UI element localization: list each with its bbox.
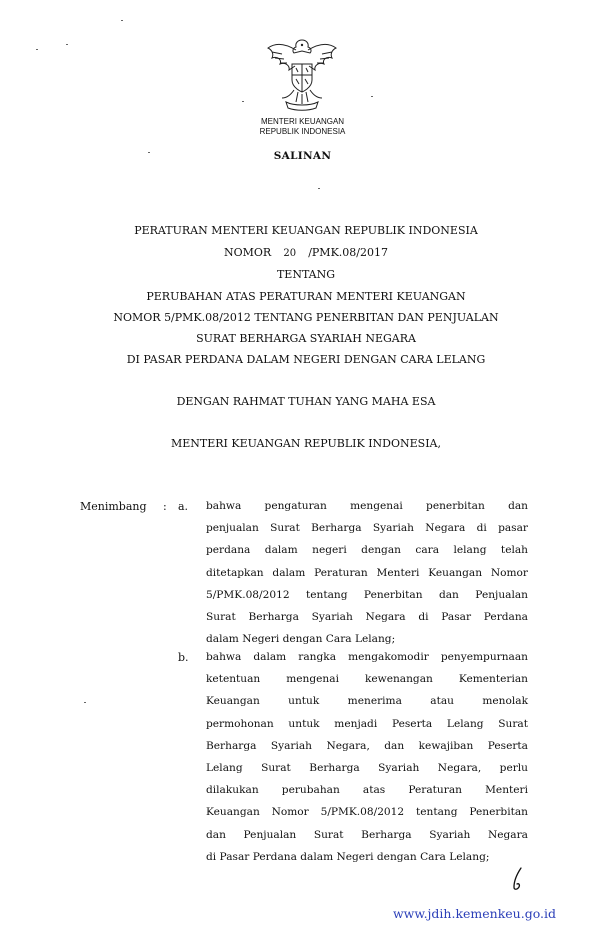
nomor-number: 20 xyxy=(283,248,297,259)
text-line: perdana dalam negeri dengan cara lelang telah xyxy=(206,544,528,557)
scan-speck xyxy=(242,101,244,102)
subject-line: PERUBAHAN ATAS PERATURAN MENTERI KEUANGAN xyxy=(146,290,466,303)
text-line: Surat Berharga Syariah Negara di Pasar Perdana xyxy=(206,611,528,624)
text-line: Keuangan untuk menerima atau menolak xyxy=(206,695,528,708)
scan-speck xyxy=(318,188,320,189)
considering-colon: : xyxy=(163,500,167,513)
item-marker: a. xyxy=(178,500,189,513)
footer-url[interactable]: www.jdih.kemenkeu.go.id xyxy=(392,906,556,921)
text-line: dilakukan perubahan atas Peraturan Menteri xyxy=(206,784,528,797)
subject-line: DI PASAR PERDANA DALAM NEGERI DENGAN CARA LELANG xyxy=(126,353,486,366)
issuer: MENTERI KEUANGAN REPUBLIK INDONESIA, xyxy=(170,437,442,450)
text-line: permohonan untuk menjadi Peserta Lelang Surat xyxy=(206,717,528,730)
text-line: penjualan Surat Berharga Syariah Negara di pasar xyxy=(206,522,528,535)
text-line: bahwa dalam rangka mengakomodir penyempurnaan xyxy=(206,651,528,663)
regulation-number xyxy=(60,246,552,259)
scan-speck xyxy=(84,702,86,703)
text-line: dalam Negeri dengan Cara Lelang; xyxy=(206,633,396,646)
text-line: Lelang Surat Berharga Syariah Negara, perlu xyxy=(206,762,528,775)
scan-speck xyxy=(36,49,38,50)
scan-speck xyxy=(121,20,123,21)
text-line: dan Penjualan Surat Berharga Syariah Negara xyxy=(206,828,528,841)
copy-label: SALINAN xyxy=(273,150,332,162)
text-line: 5/PMK.08/2012 tentang Penerbitan dan Penjualan xyxy=(206,588,528,601)
scan-speck xyxy=(371,96,373,97)
paraf-signature-icon xyxy=(508,866,528,892)
considering-label: Menimbang xyxy=(80,500,147,513)
tentang-heading: TENTANG xyxy=(276,268,336,281)
subject-line: SURAT BERHARGA SYARIAH NEGARA xyxy=(196,332,416,345)
scan-speck xyxy=(66,44,68,45)
text-line: ditetapkan dalam Peraturan Menteri Keuangan Nomor xyxy=(206,566,528,579)
text-line: Berharga Syariah Negara, dan kewajiban Peserta xyxy=(206,739,528,752)
institution-country: REPUBLIK INDONESIA xyxy=(259,127,346,136)
garuda-emblem-icon xyxy=(262,34,342,114)
text-line: ketentuan mengenai kewenangan Kementerian xyxy=(206,673,528,686)
subject-line: NOMOR 5/PMK.08/2012 TENTANG PENERBITAN DAN PENJUALAN xyxy=(113,311,499,324)
nomor-suffix: /PMK.08/2017 xyxy=(308,246,388,259)
regulation-title: PERATURAN MENTERI KEUANGAN REPUBLIK INDONESIA xyxy=(134,224,478,237)
invocation: DENGAN RAHMAT TUHAN YANG MAHA ESA xyxy=(176,395,436,408)
text-line: bahwa pengaturan mengenai penerbitan dan xyxy=(206,500,528,512)
text-line: di Pasar Perdana dalam Negeri dengan Cara Lelang; xyxy=(206,850,490,863)
item-marker: b. xyxy=(178,651,189,664)
considering-item-a xyxy=(206,495,528,650)
considering-item-b xyxy=(206,646,528,868)
institution-name: MENTERI KEUANGAN xyxy=(260,117,345,126)
text-line: Keuangan Nomor 5/PMK.08/2012 tentang Penerbitan xyxy=(206,806,528,819)
nomor-prefix: NOMOR xyxy=(223,246,272,259)
scan-speck xyxy=(148,152,150,153)
